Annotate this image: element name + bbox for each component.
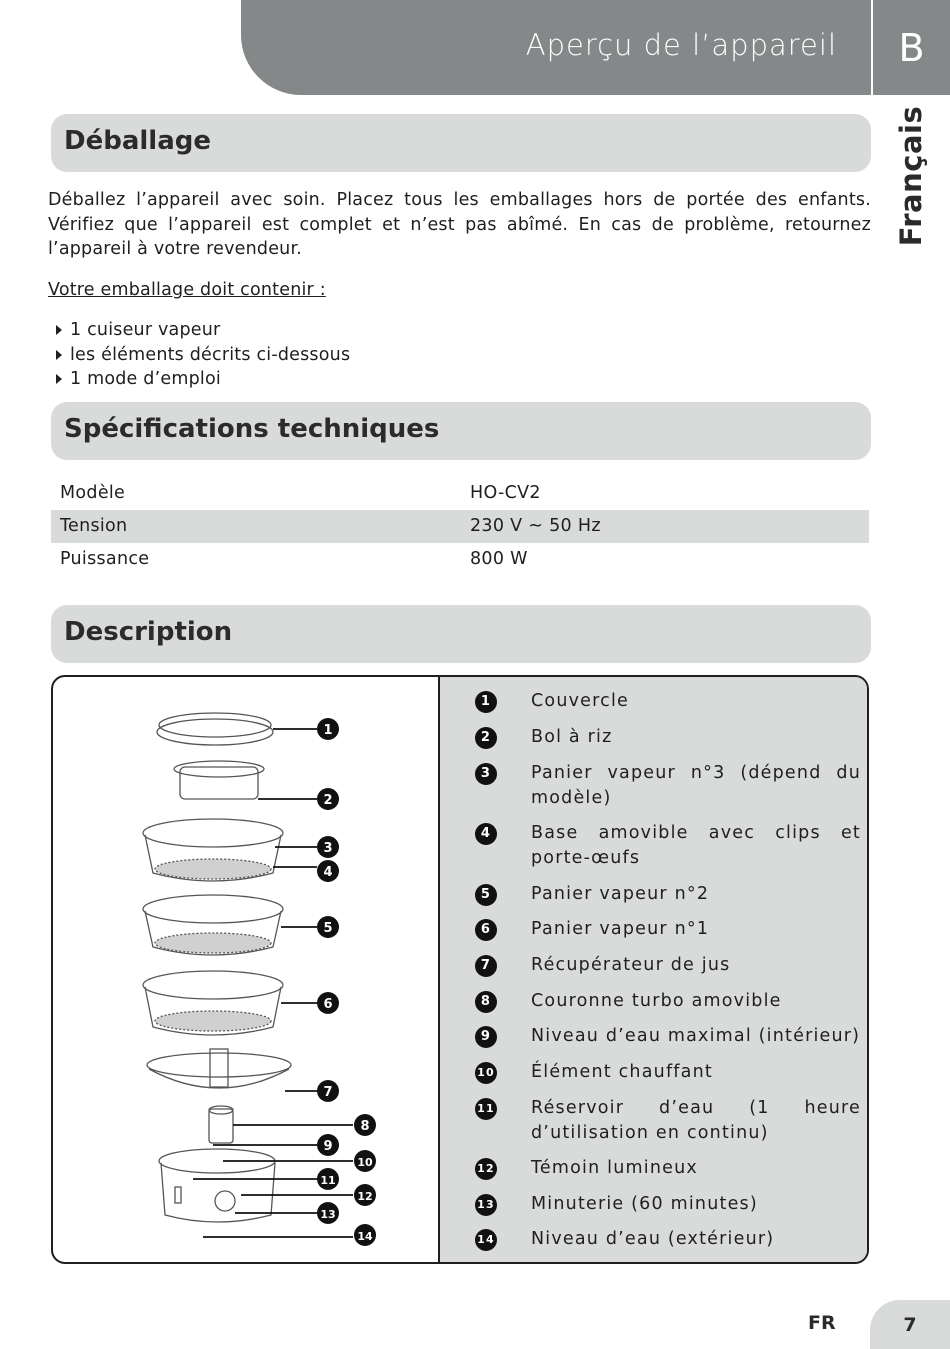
description-legend [438,677,869,1262]
legend-number: 7 [475,955,497,977]
spec-row [51,477,869,510]
legend-text: Panier vapeur n°3 (dépend du modèle) [531,763,861,808]
bullet-arrow-icon [56,325,62,335]
legend-text: Panier vapeur n°2 [531,884,710,904]
spec-row [51,543,869,576]
language-label: Français [894,105,928,247]
legend-text: Réservoir d’eau (1 heure d’utilisation en continu) [531,1098,861,1143]
chapter-letter: B [873,0,950,95]
legend-text: Récupérateur de jus [531,955,731,975]
header-band [241,0,871,95]
legend-number: 11 [475,1098,497,1120]
spec-value: 230 V ~ 50 Hz [470,516,601,536]
legend-text: Élément chauffant [531,1062,713,1082]
callout-10: 10 [357,1156,373,1169]
spec-row [51,510,869,543]
legend-text: Couronne turbo amovible [531,991,782,1011]
legend-text: Panier vapeur n°1 [531,919,710,939]
callout-5: 5 [323,921,333,936]
legend-number: 12 [475,1158,497,1180]
callout-11: 11 [320,1174,336,1187]
callout-12: 12 [357,1190,373,1203]
legend-text: Couvercle [531,691,630,711]
list-item: les éléments décrits ci-dessous [54,343,350,368]
legend-number: 9 [475,1026,497,1048]
callout-8: 8 [360,1119,370,1134]
page-title: Aperçu de l’appareil [525,28,837,62]
spec-label: Puissance [60,549,150,569]
bullet-arrow-icon [56,350,62,360]
legend-text: Niveau d’eau (extérieur) [531,1229,775,1249]
list-item: 1 cuiseur vapeur [54,318,350,343]
section-title: Déballage [64,126,211,156]
legend-number: 4 [475,823,497,845]
legend-number: 2 [475,727,497,749]
legend-text: Bol à riz [531,727,613,747]
callout-14: 14 [357,1230,373,1243]
legend-text: Niveau d’eau maximal (intérieur) [531,1026,861,1046]
legend-number: 13 [475,1194,497,1216]
spec-label: Tension [60,516,128,536]
callout-1: 1 [323,723,333,738]
section-unpacking [51,114,871,172]
callout-7: 7 [323,1085,333,1100]
legend-text: Témoin lumineux [531,1158,698,1178]
legend-text: Base amovible avec clips et porte-œufs [531,823,861,868]
legend-number: 6 [475,919,497,941]
section-specs [51,402,871,460]
contents-list [54,318,350,392]
section-title: Spécifications techniques [64,414,440,444]
legend-number: 3 [475,763,497,785]
section-description [51,605,871,663]
spec-label: Modèle [60,483,126,503]
steamer-exploded-diagram [53,677,438,1264]
legend-text: Minuterie (60 minutes) [531,1194,758,1214]
callout-4: 4 [323,865,333,880]
contents-label: Votre emballage doit contenir : [48,280,326,300]
bullet-arrow-icon [56,374,62,384]
unpacking-paragraph: Déballez l’appareil avec soin. Placez tous les emballages hors de portée des enfants. Vérifiez que l’appareil est complet et n’est pas abîmé. En cas de problème, retournez l’appareil à votre revendeur. [48,190,871,259]
legend-number: 5 [475,884,497,906]
page-number: 7 [870,1300,950,1349]
spec-value: HO-CV2 [470,483,541,503]
callout-3: 3 [323,841,333,856]
legend-number: 10 [475,1062,497,1084]
legend-number: 14 [475,1229,497,1251]
callout-9: 9 [323,1139,333,1154]
callout-2: 2 [323,793,333,808]
spec-value: 800 W [470,549,528,569]
language-tab [872,96,950,256]
callout-13: 13 [320,1208,336,1221]
footer-language: FR [808,1312,836,1334]
list-item: 1 mode d’emploi [54,367,350,392]
callout-6: 6 [323,997,333,1012]
legend-number: 8 [475,991,497,1013]
legend-number: 1 [475,691,497,713]
section-title: Description [64,617,233,647]
description-box [51,675,869,1264]
